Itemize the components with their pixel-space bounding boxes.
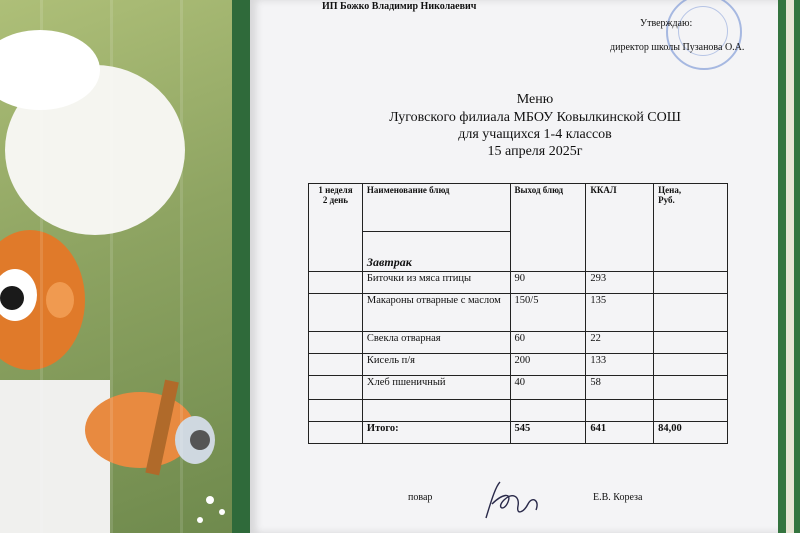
table-header-row: [309, 184, 728, 232]
dish-kcal: 133: [586, 354, 654, 376]
chef-illustration: [0, 0, 232, 533]
board-frame-right: [778, 0, 800, 533]
header-kcal: ККАЛ: [586, 184, 654, 272]
background-poster: [0, 0, 232, 533]
total-label: Итого:: [362, 422, 510, 444]
total-row: [309, 422, 728, 444]
dish-kcal: 58: [586, 376, 654, 400]
title-grades: для учащихся 1-4 классов: [458, 127, 612, 142]
dish-name: Свекла отварная: [362, 332, 510, 354]
dish-name: Биточки из мяса птицы: [362, 272, 510, 294]
table-row: [309, 376, 728, 400]
title-menu: Меню: [516, 92, 554, 107]
table-row: [309, 332, 728, 354]
dish-output: 200: [510, 354, 586, 376]
dish-output: 150/5: [510, 294, 586, 332]
total-output: 545: [510, 422, 586, 444]
dish-name: Кисель п/я: [362, 354, 510, 376]
header-name: Наименование блюд: [362, 184, 510, 232]
dish-name: Макароны отварные с маслом: [362, 294, 510, 332]
dish-output: 90: [510, 272, 586, 294]
cook-label: повар: [408, 492, 433, 503]
empty-row: [309, 400, 728, 422]
table-row: [309, 294, 728, 332]
menu-sheet: [250, 0, 780, 533]
director-line: директор школы Пузанова О.А.: [610, 42, 745, 53]
title-school: Луговского филиала МБОУ Ковылкинской СОШ: [389, 110, 681, 125]
dish-output: 40: [510, 376, 586, 400]
header-output: Выход блюд: [510, 184, 586, 272]
approve-label: Утверждаю:: [640, 18, 693, 29]
meal-label: Завтрак: [362, 232, 510, 272]
header-week: 1 неделя 2 день: [309, 184, 363, 272]
owner-name: ИП Божко Владимир Николаевич: [322, 1, 477, 12]
dish-output: 60: [510, 332, 586, 354]
header-price: Цена, Руб.: [654, 184, 728, 272]
cook-name: Е.В. Кореза: [593, 492, 643, 503]
dish-kcal: 293: [586, 272, 654, 294]
table-row: [309, 354, 728, 376]
menu-table: [308, 183, 728, 444]
dish-name: Хлеб пшеничный: [362, 376, 510, 400]
total-kcal: 641: [586, 422, 654, 444]
title-date: 15 апреля 2025г: [487, 144, 583, 159]
school-stamp: [666, 0, 742, 70]
table-row: [309, 272, 728, 294]
total-price: 84,00: [654, 422, 728, 444]
dish-kcal: 22: [586, 332, 654, 354]
dish-kcal: 135: [586, 294, 654, 332]
cook-signature: [478, 478, 548, 526]
